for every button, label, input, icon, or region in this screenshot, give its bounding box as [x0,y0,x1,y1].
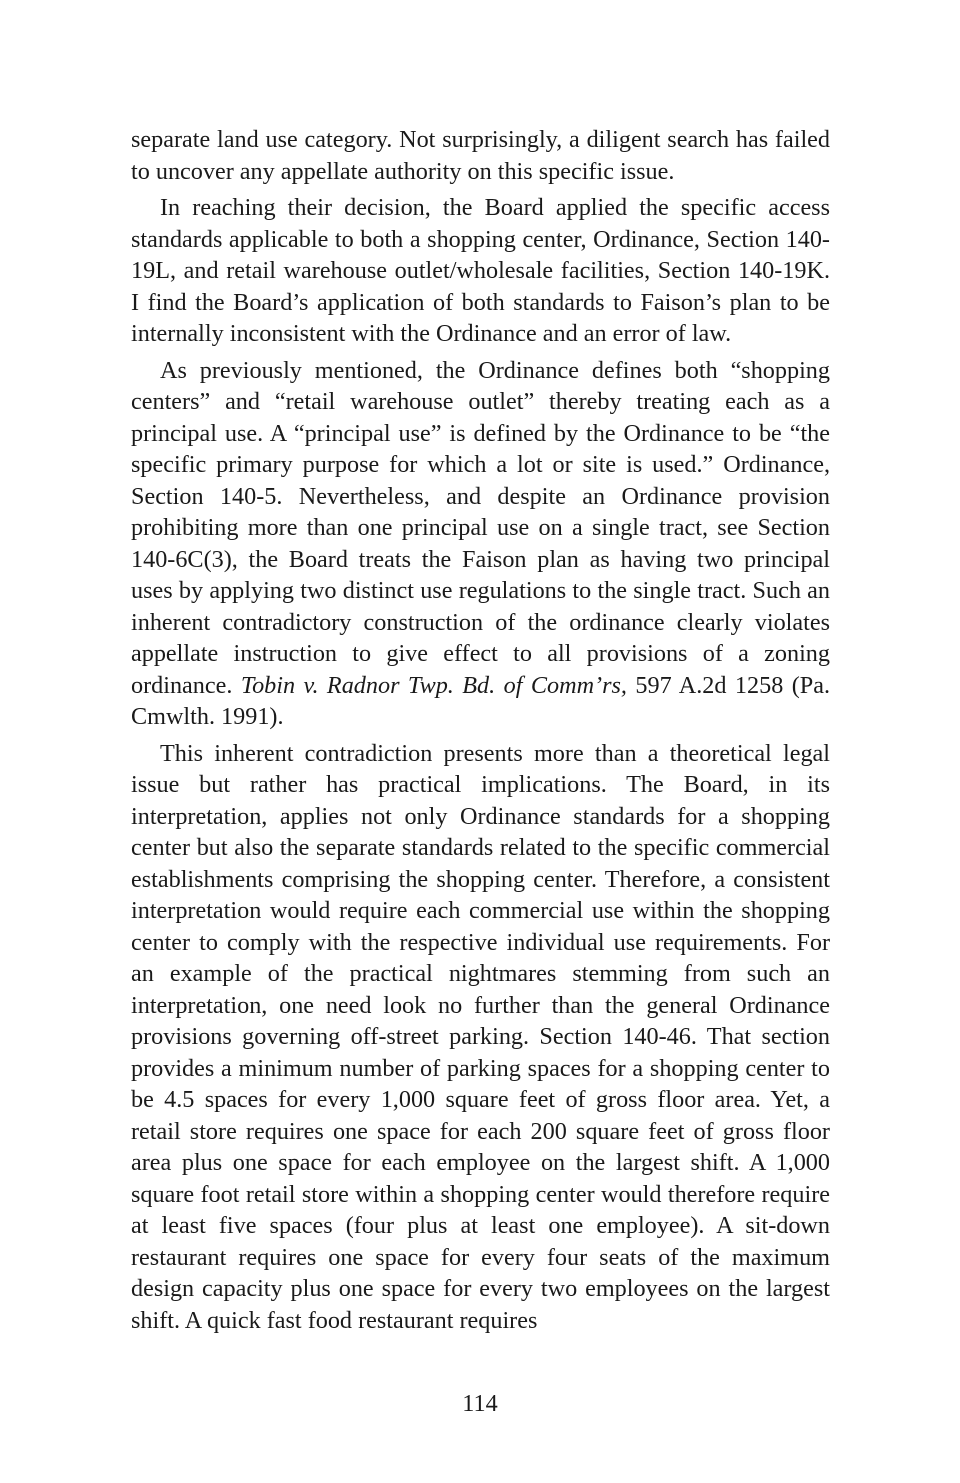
paragraph-1: separate land use category. Not surprisingly, a diligent search has failed to uncover any appellate authority on this specific issue. [131,126,830,185]
case-citation: Tobin v. Radnor Twp. Bd. of Comm’rs, [240,671,627,699]
paragraph-3-reporter: 597 A.2d 1258 (Pa. Cmwlth. 1991). [131,671,831,730]
paragraph-3 [131,355,830,733]
page-number: 114 [462,1390,498,1417]
paragraph-4: This inherent contradiction presents more than a theoretical legal issue but rather has practical implications. The Board, in its interpretation, applies not only Ordinance standards for a shopping center but also the separate standards related to the specific commercial establishments comprising the shopping center. Therefore, a consistent interpretation would require each commercial use within the shopping center to comply with the respective individual use requirements. For an example of the practical nightmares stemming from such an interpretation, one need look no further than the general Ordinance provisions governing off-street parking. Section 140-46. That section provides a minimum number of parking spaces for a shopping center to be 4.5 spaces for every 1,000 square feet of gross floor area. Yet, a retail store requires one space for each 200 square feet of gross floor area plus one space for each employee on the largest shift. A 1,000 square foot retail store within a shopping center would therefore require at least five spaces (four plus at least one employee). A sit-down restaurant requires one space for every four seats of the maximum design capacity plus one space for every two employees on the largest shift. A quick fast food restaurant requires [131,739,830,1334]
paragraph-3-text: As previously mentioned, the Ordinance defines both “shopping centers” and “retail warehouse outlet” thereby treating each as a principal use. A “principal use” is defined by the Ordinance to be “the specific primary purpose for which a lot or site is used.” Ordinance, Section 140-5. Nevertheless, and despite an Ordinance provision prohibiting more than one principal use on a single tract, see Section 140-6C(3), the Board treats the Faison plan as having two principal uses by applying two distinct use regulations to the single tract. Such an inherent contradictory construction of the ordinance clearly violates appellate instruction to give effect to all provisions of a zoning ordinance. [131,356,830,699]
page-body [131,124,830,1336]
paragraph-2: In reaching their decision, the Board applied the specific access standards applicable to both a shopping center, Ordinance, Section 140-19L, and retail warehouse outlet/wholesale facilities, Section 140-19K. I find the Board’s application of both standards to Faison’s plan to be internally inconsistent with the Ordinance and an error of law. [131,194,830,347]
